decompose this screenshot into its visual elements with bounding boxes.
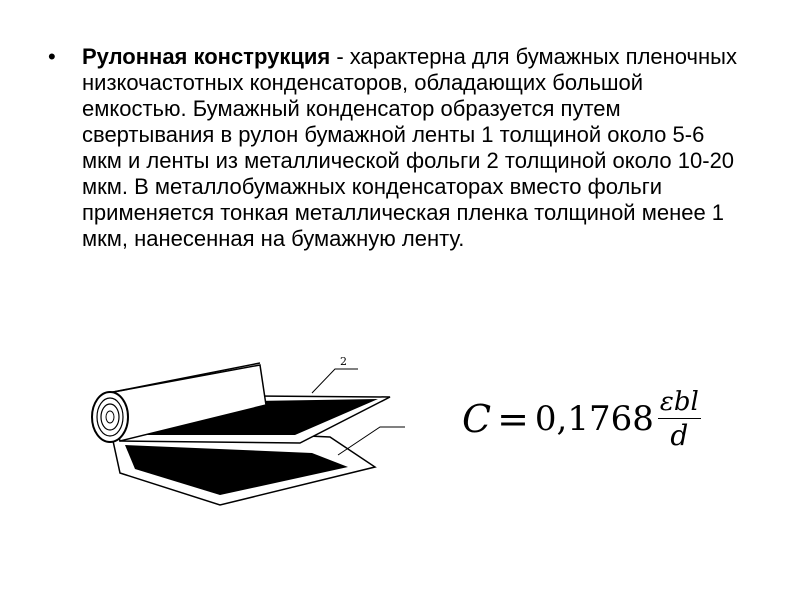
formula-fraction (658, 388, 701, 451)
formula-numerator: εbl (659, 386, 699, 417)
roll-end-core (106, 411, 114, 423)
bullet-marker: • (48, 44, 56, 69)
formula-denominator: d (670, 418, 689, 452)
capacitance-formula (462, 374, 701, 464)
label-2-leader (312, 369, 358, 393)
label-2: 2 (340, 355, 347, 368)
bullet-body: - характерна для бумажных пленочных низкочастотных конденсаторов, обладающих большой емкостью. Бумажный конденсатор образуется путем свертывания в рулон бумажной ленты 1 толщиной около 5-6 мкм и ленты из металлической фольги 2 толщиной около 10-20 мкм. В металлобумажных конденсаторах вместо фольги применяется тонкая металлическая пленка толщиной менее 1 мкм, нанесенная на бумажную ленту. (82, 44, 737, 251)
formula-lhs: C (462, 397, 492, 441)
formula-equals: = (497, 397, 529, 441)
rolled-capacitor-illustration (80, 345, 420, 520)
bullet-text (82, 44, 747, 252)
bullet-term: Рулонная конструкция (82, 44, 331, 69)
formula-coefficient: 0,1768 (534, 399, 654, 439)
